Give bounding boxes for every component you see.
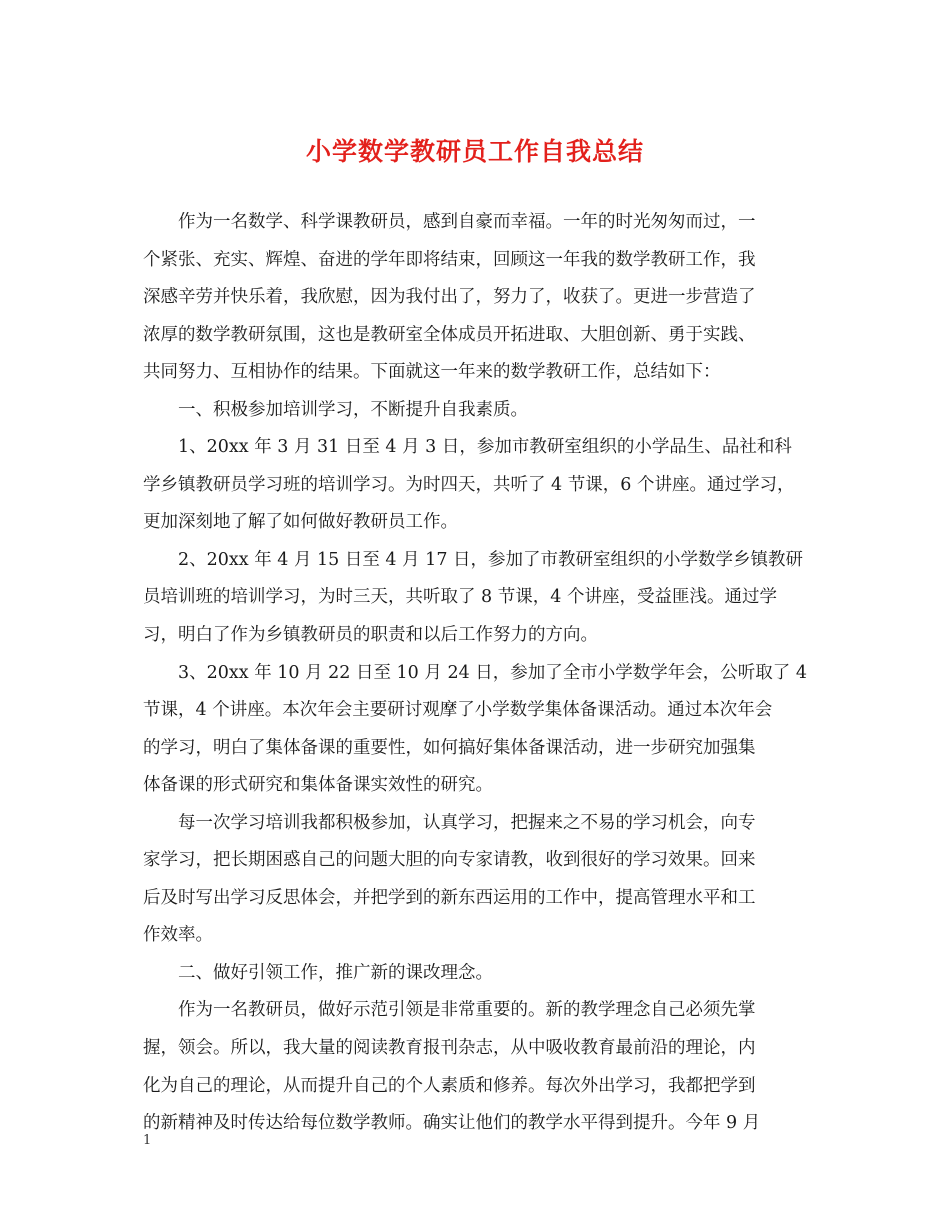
text-line: 后及时写出学习反思体会，并把学到的新东西运用的工作中，提高管理水平和工	[143, 887, 756, 908]
text-line: 3、20xx 年 10 月 22 日至 10 月 24 日，参加了全市小学数学年会，公听取了 4	[178, 662, 807, 683]
text-line: 员培训班的培训学习，为时三天，共听取了 8 节课，4 个讲座，受益匪浅。通过学	[143, 587, 777, 608]
document-body	[143, 204, 815, 1143]
text-line: 每一次学习培训我都积极参加，认真学习，把握来之不易的学习机会，向专	[178, 812, 756, 833]
page-number: 1	[143, 1133, 152, 1148]
text-line: 更加深刻地了解了如何做好教研员工作。	[143, 512, 458, 533]
text-line: 的学习，明白了集体备课的重要性，如何搞好集体备课活动，进一步研究加强集	[143, 737, 756, 758]
text-line: 体备课的形式研究和集体备课实效性的研究。	[143, 775, 493, 796]
text-line: 2、20xx 年 4 月 15 日至 4 月 17 日，参加了市教研室组织的小学数学乡镇教研	[178, 549, 804, 570]
text-line: 的新精神及时传达给每位数学教师。确实让他们的教学水平得到提升。今年 9 月	[143, 1113, 761, 1134]
text-line: 个紧张、充实、辉煌、奋进的学年即将结束，回顾这一年我的数学教研工作，我	[143, 249, 756, 270]
text-line: 习，明白了作为乡镇教研员的职责和以后工作努力的方向。	[143, 625, 598, 646]
text-line: 化为自己的理论，从而提升自己的个人素质和修养。每次外出学习，我都把学到	[143, 1075, 756, 1096]
text-line: 作为一名数学、科学课教研员，感到自豪而幸福。一年的时光匆匆而过，一	[178, 212, 756, 232]
text-line: 作效率。	[143, 925, 213, 946]
text-line: 1、20xx 年 3 月 31 日至 4 月 3 日，参加市教研室组织的小学品生、品社和科	[178, 437, 792, 458]
text-line: 作为一名教研员，做好示范引领是非常重要的。新的教学理念自己必须先掌	[178, 1000, 756, 1021]
text-line: 二、做好引领工作，推广新的课改理念。	[178, 962, 493, 983]
document-title: 小学数学教研员工作自我总结	[305, 137, 644, 166]
text-line: 深感辛劳并快乐着，我欣慰，因为我付出了，努力了，收获了。更进一步营造了	[143, 287, 756, 308]
text-line: 握，领会。所以，我大量的阅读教育报刊杂志，从中吸收教育最前沿的理论，内	[143, 1038, 756, 1059]
text-line: 一、积极参加培训学习，不断提升自我素质。	[178, 399, 528, 420]
text-line: 家学习，把长期困惑自己的问题大胆的向专家请教，收到很好的学习效果。回来	[143, 850, 756, 871]
text-line: 学乡镇教研员学习班的培训学习。为时四天，共听了 4 节课，6 个讲座。通过学习，	[143, 474, 795, 495]
text-line: 共同努力、互相协作的结果。下面就这一年来的数学教研工作，总结如下：	[143, 362, 721, 383]
text-line: 节课，4 个讲座。本次年会主要研讨观摩了小学数学集体备课活动。通过本次年会	[143, 700, 773, 721]
text-line: 浓厚的数学教研氛围，这也是教研室全体成员开拓进取、大胆创新、勇于实践、	[143, 324, 756, 345]
